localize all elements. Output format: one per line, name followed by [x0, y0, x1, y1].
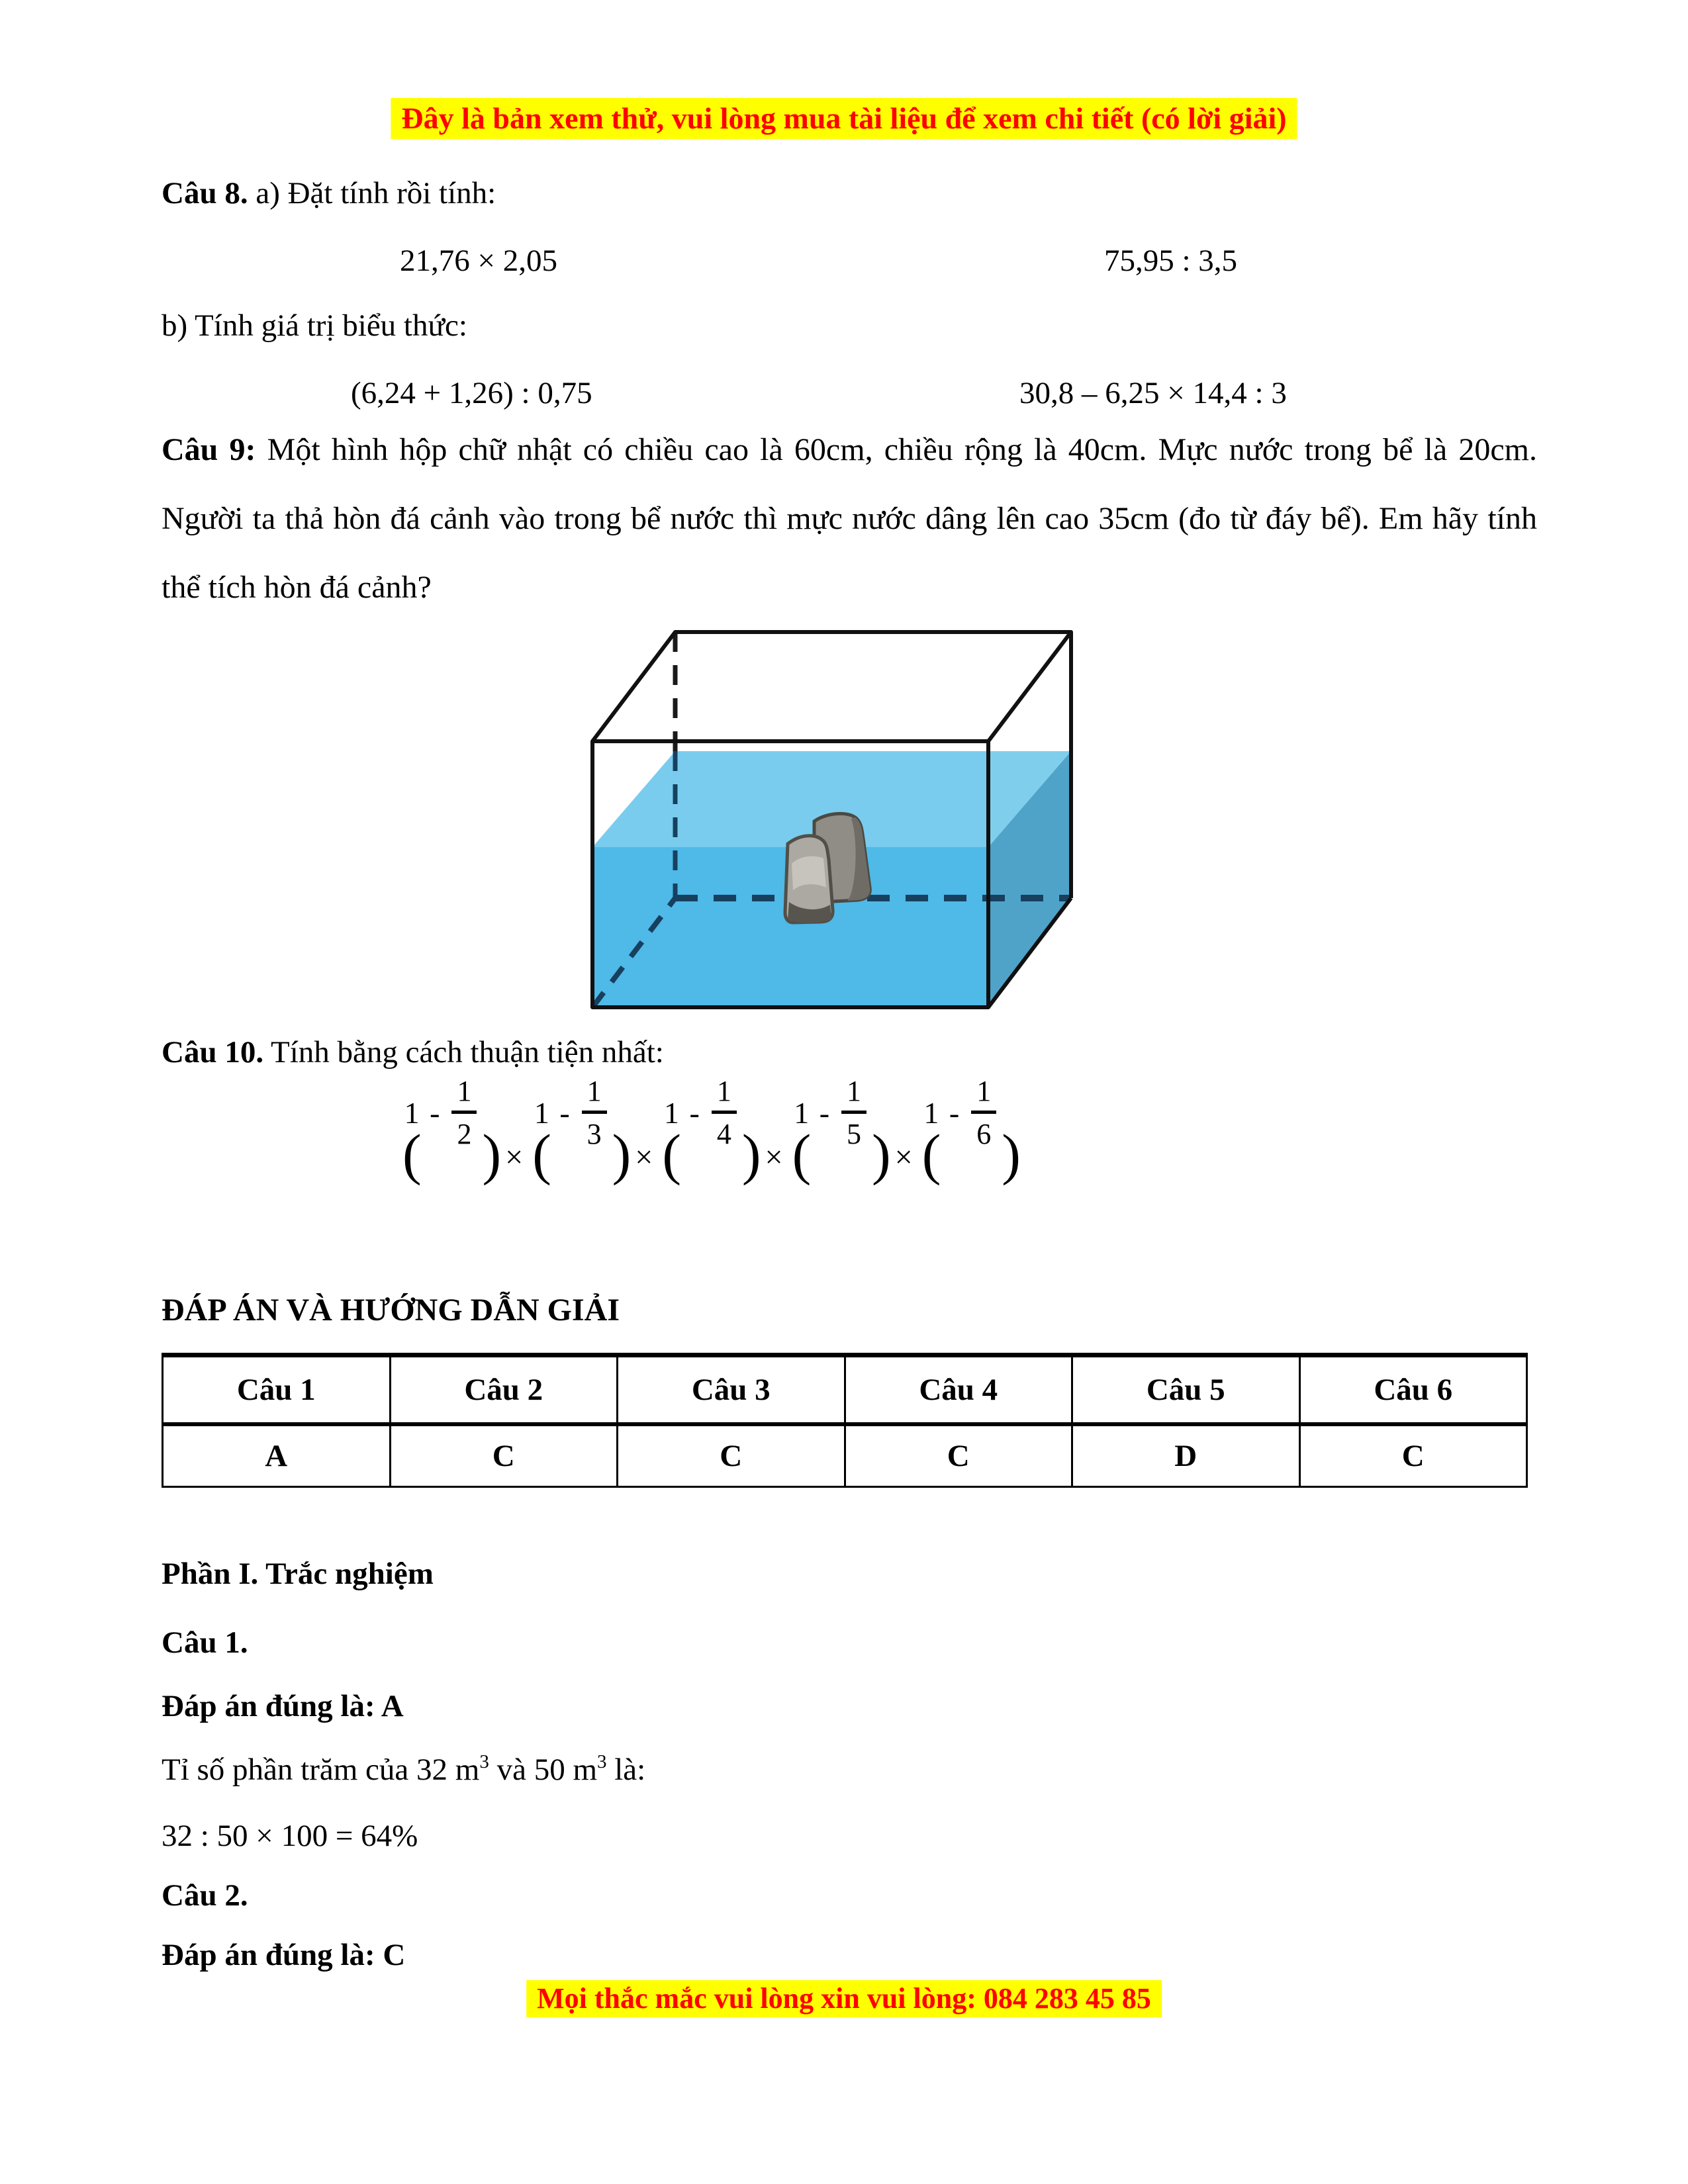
answers-value-cell: C [1299, 1424, 1527, 1487]
tank-water-surface [592, 751, 988, 847]
answers-header-cell: Câu 5 [1072, 1355, 1300, 1425]
close-paren: ) [1002, 1122, 1021, 1186]
fraction-1-2: $\frac{1}{2}$ [451, 1075, 477, 1151]
answers-table-header-row [163, 1355, 1527, 1425]
answers-value-cell: D [1072, 1424, 1300, 1487]
answers-header-cell: Câu 2 [390, 1355, 618, 1425]
cau10-expression [402, 1075, 1021, 1186]
answers-table-value-row [163, 1424, 1527, 1487]
times-sign: × [635, 1140, 653, 1175]
water-tank-figure [581, 624, 1075, 1011]
answers-value-cell: C [618, 1424, 845, 1487]
one-minus: 1 - [404, 1095, 442, 1130]
cau8-label: Câu 8. [162, 176, 248, 210]
preview-banner [391, 98, 1297, 139]
one-minus: 1 - [794, 1095, 831, 1130]
cau8-intro-b: b) Tính giá trị biểu thức: [162, 308, 467, 343]
cau2-label: Câu 2. [162, 1878, 248, 1913]
tank-top-face-outline [592, 632, 1071, 741]
cau1-explanation: Tỉ số phần trăm của 32 $m^3$ và 50 $m^3$ là: [162, 1751, 646, 1787]
factor-3 [662, 1075, 761, 1186]
cau10-heading [162, 1032, 664, 1072]
fraction-1-4: $\frac{1}{4}$ [712, 1075, 737, 1151]
factor-4 [792, 1075, 891, 1186]
one-minus: 1 - [923, 1095, 961, 1130]
cau10-intro: Tính bằng cách thuận tiện nhất: [263, 1035, 664, 1069]
cau1-label: Câu 1. [162, 1625, 248, 1660]
close-paren: ) [482, 1122, 502, 1186]
answers-table [162, 1353, 1528, 1488]
cau8-expression-a2: 75,95 : 3,5 [1104, 244, 1238, 278]
answers-header-cell: Câu 3 [618, 1355, 845, 1425]
cau9-paragraph [162, 416, 1537, 622]
superscript-3: 3 [597, 1751, 607, 1772]
answers-header-cell: Câu 4 [845, 1355, 1072, 1425]
cau8-intro-a: a) Đặt tính rồi tính: [248, 176, 496, 210]
cau2-answer: Đáp án đúng là: C [162, 1938, 406, 1972]
answers-value-cell: C [845, 1424, 1072, 1487]
superscript-3: 3 [479, 1751, 489, 1772]
answers-header-cell: Câu 1 [163, 1355, 391, 1425]
close-paren: ) [612, 1122, 632, 1186]
part1-heading: Phần I. Trắc nghiệm [162, 1557, 434, 1591]
fraction-1-5: $\frac{1}{5}$ [841, 1075, 867, 1151]
cau8-expression-b1: (6,24 + 1,26) : 0,75 [351, 376, 592, 410]
open-paren: ( [662, 1122, 682, 1186]
contact-banner-text: Mọi thắc mắc vui lòng xin vui lòng: 084 283 45 85 [537, 1982, 1151, 2015]
open-paren: ( [792, 1122, 812, 1186]
fraction-1-6: $\frac{1}{6}$ [971, 1075, 996, 1151]
open-paren: ( [532, 1122, 551, 1186]
contact-banner [526, 1980, 1162, 2017]
fraction-1-3: $\frac{1}{3}$ [582, 1075, 607, 1151]
answers-value-cell: A [163, 1424, 391, 1487]
cau9-label: Câu 9: [162, 432, 256, 467]
close-paren: ) [872, 1122, 891, 1186]
cau10-label: Câu 10. [162, 1035, 264, 1069]
cau9-text: Một hình hộp chữ nhật có chiều cao là 60cm, chiều rộng là 40cm. Mực nước trong bể là 20cm. Người ta thả hòn đá cảnh vào trong bể nước thì mực nước dâng lên cao 35cm (đo từ đáy bể). Em hãy tính thể tích hòn đá cảnh? [162, 432, 1538, 605]
factor-1 [402, 1075, 502, 1186]
factor-5 [921, 1075, 1021, 1186]
cau1-calculation: 32 : 50 × 100 = 64% [162, 1819, 418, 1853]
cau8-heading [162, 173, 496, 213]
one-minus: 1 - [534, 1095, 571, 1130]
answers-value-cell: C [390, 1424, 618, 1487]
times-sign: × [765, 1140, 783, 1175]
times-sign: × [505, 1140, 524, 1175]
cau8-expression-a1: 21,76 × 2,05 [400, 244, 558, 278]
open-paren: ( [402, 1122, 422, 1186]
factor-2 [532, 1075, 632, 1186]
open-paren: ( [921, 1122, 941, 1186]
preview-banner-text: Đây là bản xem thử, vui lòng mua tài liệu để xem chi tiết (có lời giải) [401, 101, 1287, 135]
answers-heading: ĐÁP ÁN VÀ HƯỚNG DẪN GIẢI [162, 1293, 620, 1328]
cau1-answer: Đáp án đúng là: A [162, 1689, 404, 1723]
close-paren: ) [741, 1122, 761, 1186]
cau8-expression-b2: 30,8 – 6,25 × 14,4 : 3 [1019, 376, 1287, 410]
answers-header-cell: Câu 6 [1299, 1355, 1527, 1425]
one-minus: 1 - [664, 1095, 701, 1130]
times-sign: × [894, 1140, 913, 1175]
